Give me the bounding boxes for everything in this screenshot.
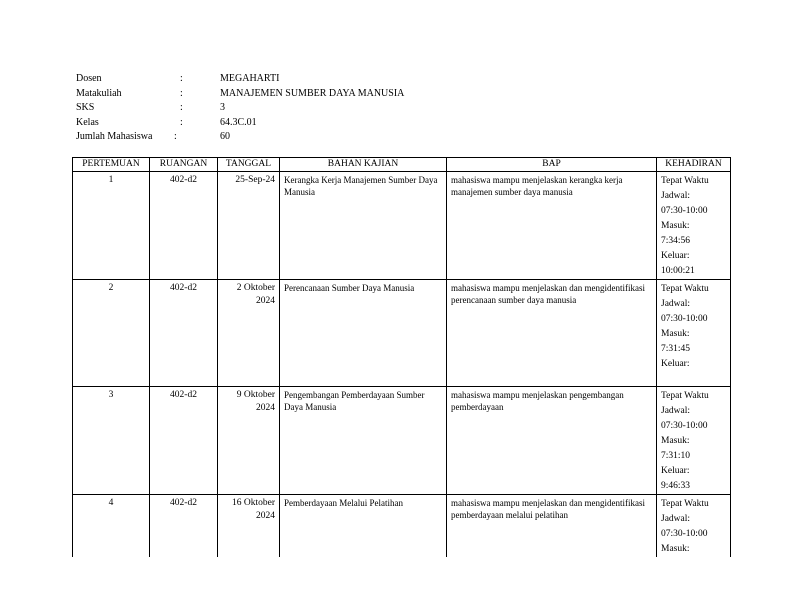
- kehadiran-status: Tepat Waktu: [661, 391, 709, 401]
- cell-tanggal: 25-Sep-24: [218, 172, 280, 280]
- colon: :: [180, 116, 183, 128]
- cell-bahan-kajian: Pengembangan Pemberdayaan Sumber Daya Manusia: [280, 387, 447, 495]
- cell-bap: mahasiswa mampu menjelaskan dan mengidentifikasi pemberdayaan melalui pelatihan: [447, 495, 657, 558]
- sks-label: SKS: [76, 102, 95, 113]
- table-header-row: [73, 158, 731, 172]
- colon: :: [174, 131, 177, 142]
- kehadiran-keluar-label: Keluar:: [661, 251, 690, 261]
- kehadiran-masuk-label: Masuk:: [661, 436, 690, 446]
- table-row: [73, 280, 731, 387]
- kehadiran-jadwal-value: 07:30-10:00: [661, 206, 708, 216]
- kehadiran-masuk-value: 7:34:56: [661, 236, 691, 246]
- cell-bap: mahasiswa mampu menjelaskan kerangka kerja manajemen sumber daya manusia: [447, 172, 657, 280]
- cell-kehadiran: [657, 172, 731, 280]
- kehadiran-keluar-label: Keluar:: [661, 466, 690, 476]
- kehadiran-status: Tepat Waktu: [661, 499, 709, 509]
- kehadiran-masuk-label: Masuk:: [661, 221, 690, 231]
- header-kehadiran: KEHADIRAN: [657, 158, 731, 172]
- kelas-value: 64.3C.01: [220, 116, 257, 128]
- cell-pertemuan: 3: [73, 387, 150, 495]
- kehadiran-masuk-label: Masuk:: [661, 329, 690, 339]
- cell-pertemuan: 4: [73, 495, 150, 558]
- table-row: [73, 495, 731, 558]
- jumlah-mahasiswa-label: Jumlah Mahasiswa: [76, 131, 153, 142]
- kehadiran-jadwal-value: 07:30-10:00: [661, 314, 708, 324]
- cell-bahan-kajian: Perencanaan Sumber Daya Manusia: [280, 280, 447, 387]
- kehadiran-jadwal-value: 07:30-10:00: [661, 529, 708, 539]
- header-bap: BAP: [447, 158, 657, 172]
- header-tanggal: TANGGAL: [218, 158, 280, 172]
- sks-value: 3: [220, 102, 225, 113]
- dosen-value: MEGAHARTI: [220, 73, 280, 84]
- cell-bahan-kajian: Pemberdayaan Melalui Pelatihan: [280, 495, 447, 558]
- kelas-label: Kelas: [76, 116, 99, 128]
- cell-ruangan: 402-d2: [150, 172, 218, 280]
- matakuliah-label: Matakuliah: [76, 87, 122, 99]
- header-pertemuan: PERTEMUAN: [73, 158, 150, 172]
- cell-tanggal: 9 Oktober 2024: [218, 387, 280, 495]
- kehadiran-masuk-label: Masuk:: [661, 544, 690, 554]
- kehadiran-keluar-label: Keluar:: [661, 359, 690, 369]
- cell-bap: mahasiswa mampu menjelaskan pengembangan pemberdayaan: [447, 387, 657, 495]
- cell-kehadiran: [657, 280, 731, 387]
- cell-bap: mahasiswa mampu menjelaskan dan mengidentifikasi perencanaan sumber daya manusia: [447, 280, 657, 387]
- kehadiran-jadwal-label: Jadwal:: [661, 299, 691, 309]
- cell-ruangan: 402-d2: [150, 387, 218, 495]
- kehadiran-jadwal-label: Jadwal:: [661, 191, 691, 201]
- jumlah-mahasiswa-value: 60: [220, 131, 230, 142]
- kehadiran-jadwal-label: Jadwal:: [661, 514, 691, 524]
- cell-tanggal: 16 Oktober 2024: [218, 495, 280, 558]
- cell-kehadiran: [657, 495, 731, 558]
- colon: :: [180, 73, 183, 84]
- cell-ruangan: 402-d2: [150, 495, 218, 558]
- cell-tanggal: 2 Oktober 2024: [218, 280, 280, 387]
- cell-kehadiran: [657, 387, 731, 495]
- header-ruangan: RUANGAN: [150, 158, 218, 172]
- dosen-label: Dosen: [76, 73, 102, 84]
- colon: :: [180, 87, 183, 99]
- colon: :: [180, 102, 183, 113]
- kehadiran-keluar-value: 9:46:33: [661, 481, 691, 491]
- cell-bahan-kajian: Kerangka Kerja Manajemen Sumber Daya Manusia: [280, 172, 447, 280]
- cell-pertemuan: 2: [73, 280, 150, 387]
- table-row: [73, 387, 731, 495]
- kehadiran-masuk-value: 7:31:45: [661, 344, 691, 354]
- cell-pertemuan: 1: [73, 172, 150, 280]
- matakuliah-value: MANAJEMEN SUMBER DAYA MANUSIA: [220, 87, 405, 99]
- kehadiran-jadwal-value: 07:30-10:00: [661, 421, 708, 431]
- attendance-table: [72, 157, 731, 557]
- kehadiran-jadwal-label: Jadwal:: [661, 406, 691, 416]
- kehadiran-keluar-value: 10:00:21: [661, 266, 695, 276]
- kehadiran-status: Tepat Waktu: [661, 176, 709, 186]
- header-bahan-kajian: BAHAN KAJIAN: [280, 158, 447, 172]
- cell-ruangan: 402-d2: [150, 280, 218, 387]
- table-row: [73, 172, 731, 280]
- kehadiran-masuk-value: 7:31:10: [661, 451, 691, 461]
- kehadiran-status: Tepat Waktu: [661, 284, 709, 294]
